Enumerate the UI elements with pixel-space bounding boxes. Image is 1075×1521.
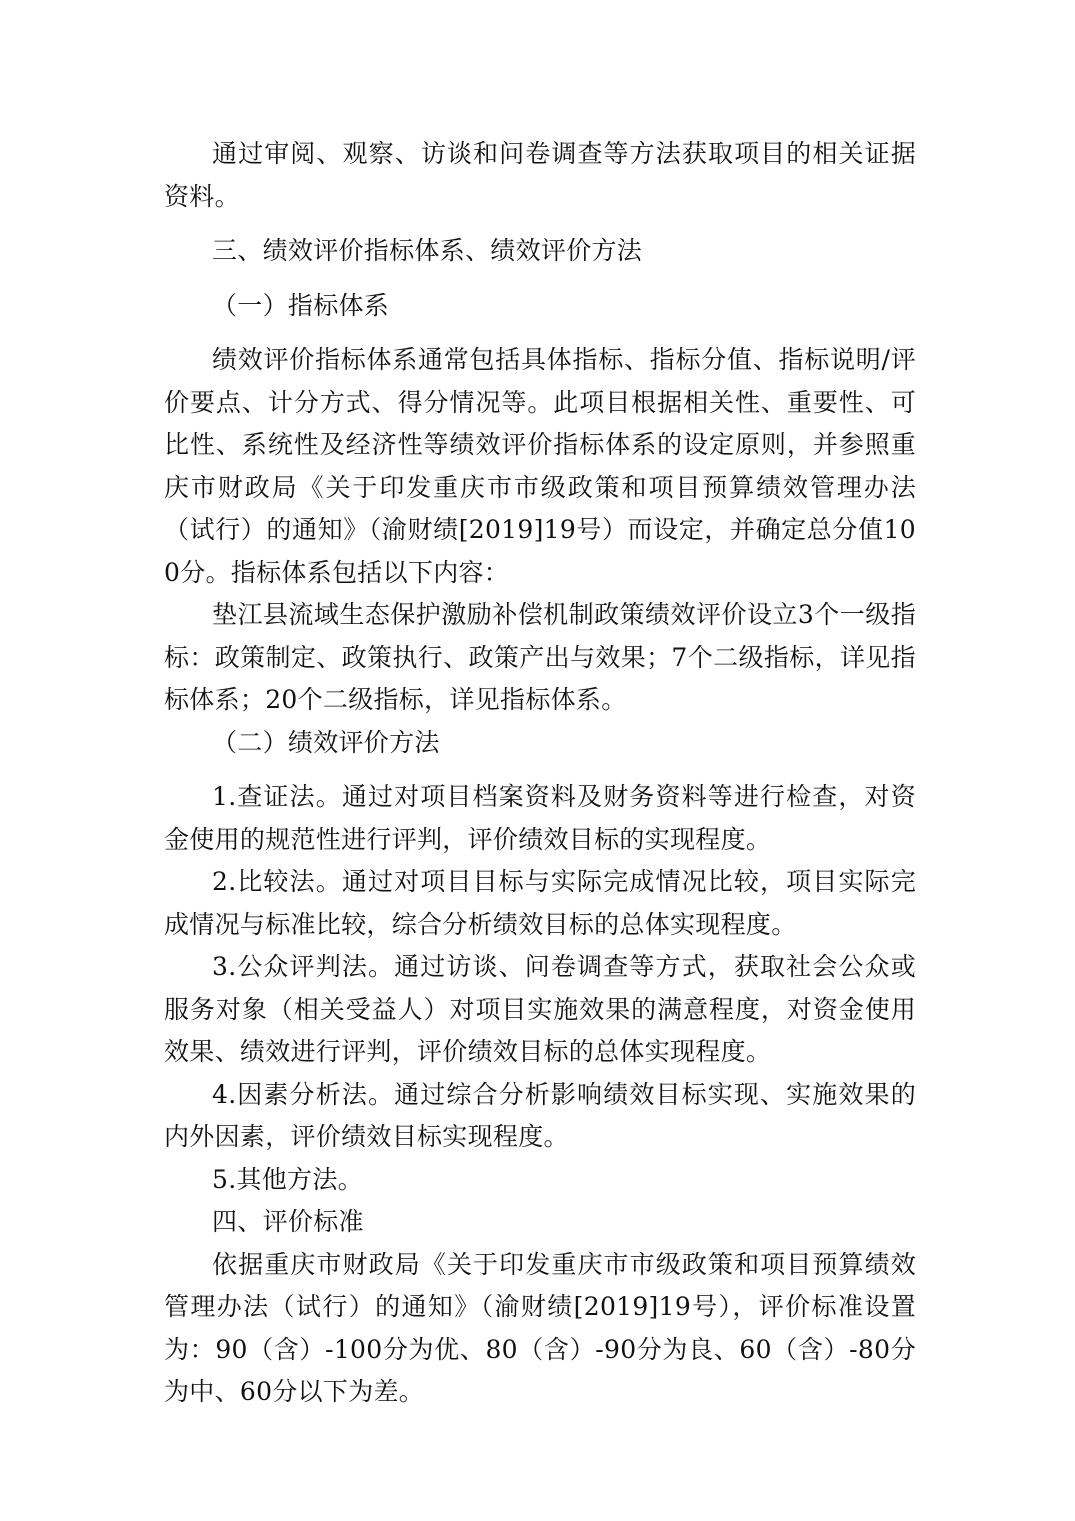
paragraph-evidence-methods: 通过审阅、观察、访谈和问卷调查等方法获取项目的相关证据资料。: [164, 139, 916, 211]
section-heading-evaluation-standard: 四、评价标准: [212, 1207, 364, 1236]
subsection-heading-indicator-system: （一）指标体系: [212, 290, 390, 320]
subsection-heading-evaluation-methods: （二）绩效评价方法: [212, 727, 440, 757]
paragraph-indicator-system-description: 绩效评价指标体系通常包括具体指标、指标分值、指标说明/评价要点、计分方式、得分情况等。此项目根据相关性、重要性、可比性、系统性及经济性等绩效评价指标体系的设定原则，并参照重庆市财政局《关于印发重庆市市级政策和项目预算绩效管理办法（试行）的通知》（渝财绩[2019]19号）而设定，并确定总分值100分。指标体系包括以下内容：: [164, 345, 916, 587]
paragraph-indicator-levels: 垫江县流域生态保护激励补偿机制政策绩效评价设立3个一级指标：政策制定、政策执行、政策产出与效果；7个二级指标，详见指标体系；20个二级指标，详见指标体系。: [164, 600, 916, 714]
paragraph-evaluation-standard: 依据重庆市财政局《关于印发重庆市市级政策和项目预算绩效管理办法（试行）的通知》（渝财绩[2019]19号），评价标准设置为：90（含）-100分为优、80（含）-90分为良、60（含）-80分为中、60分以下为差。: [164, 1249, 916, 1406]
paragraph-method-public-evaluation: 3.公众评判法。通过访谈、问卷调查等方式，获取社会公众或服务对象（相关受益人）对项目实施效果的满意程度，对资金使用效果、绩效进行评判，评价绩效目标的总体实现程度。: [164, 952, 916, 1066]
section-heading-indicator-system-methods: 三、绩效评价指标体系、绩效评价方法: [212, 236, 643, 265]
paragraph-method-verification: 1.查证法。通过对项目档案资料及财务资料等进行检查，对资金使用的规范性进行评判，评价绩效目标的实现程度。: [164, 782, 916, 854]
paragraph-method-comparison: 2.比较法。通过对项目目标与实际完成情况比较，项目实际完成情况与标准比较，综合分析绩效目标的总体实现程度。: [164, 867, 916, 939]
paragraph-method-factor-analysis: 4.因素分析法。通过综合分析影响绩效目标实现、实施效果的内外因素，评价绩效目标实现程度。: [164, 1079, 916, 1151]
paragraph-method-other: 5.其他方法。: [212, 1164, 363, 1194]
document-body: [164, 133, 916, 1414]
